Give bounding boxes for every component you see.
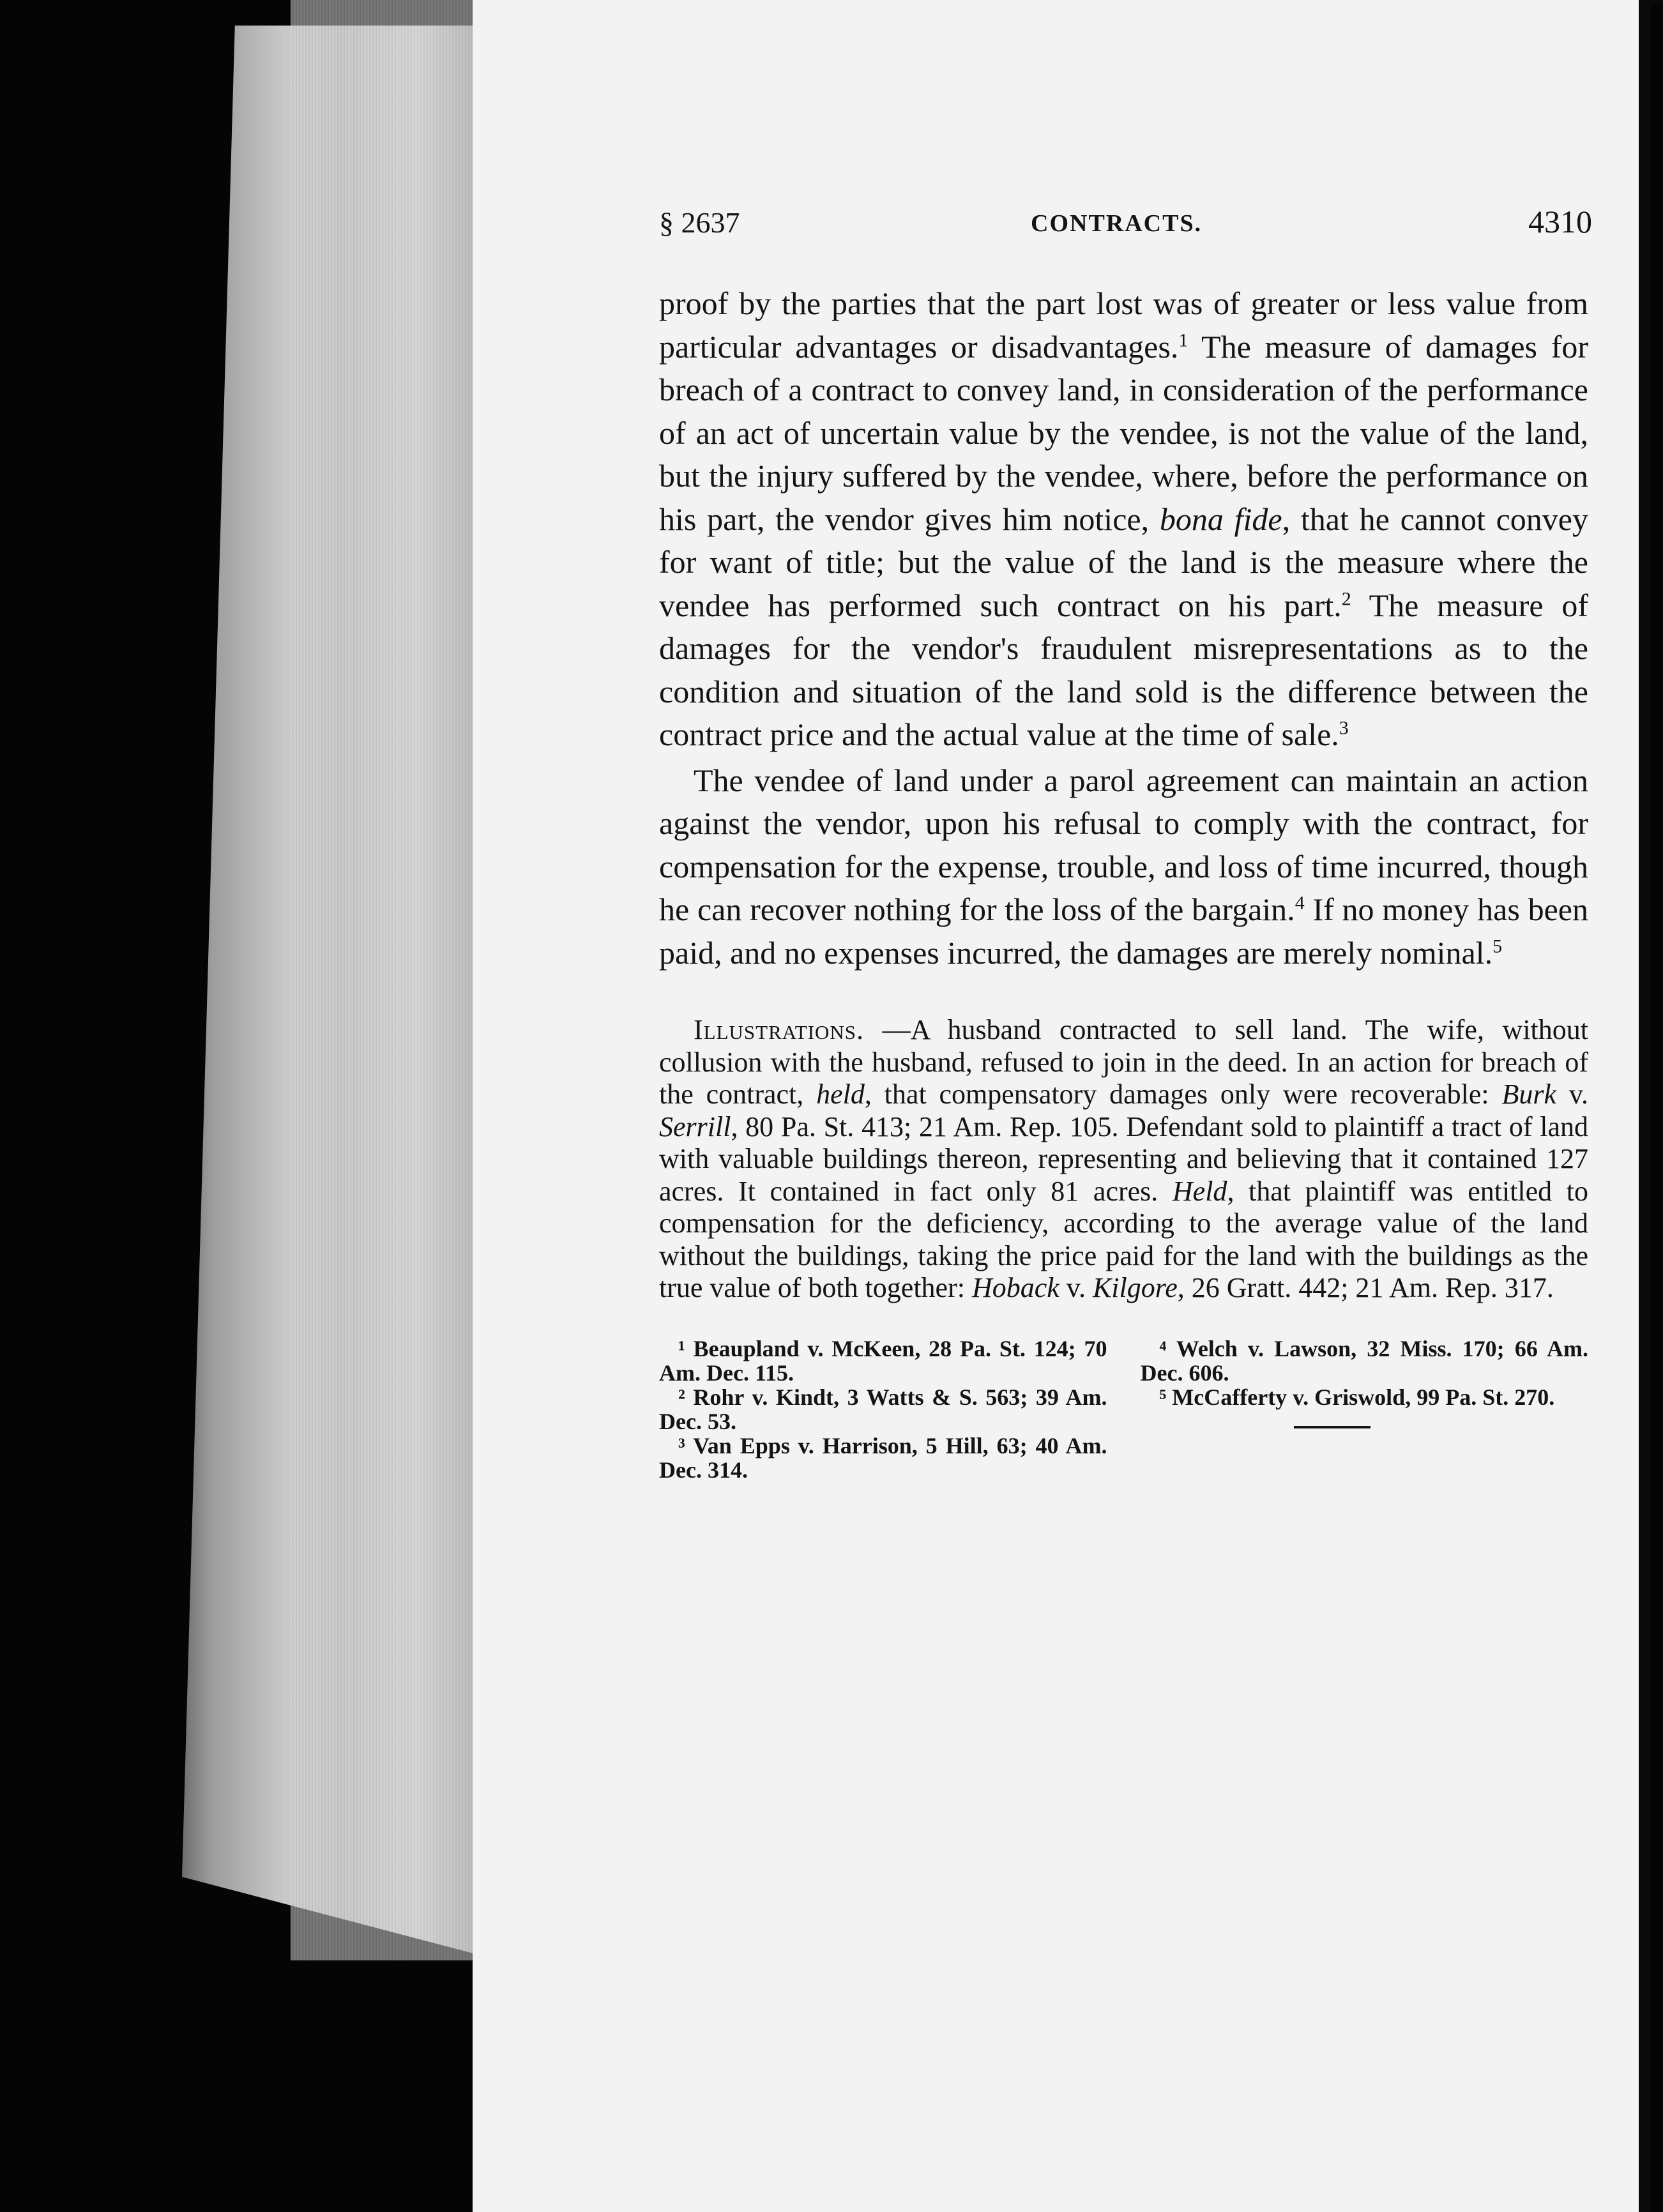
footnote-ref-3: 3 xyxy=(1339,717,1349,739)
footnote-ref-2: 2 xyxy=(1341,587,1351,609)
footnote-1: ¹ Beaupland v. McKeen, 28 Pa. St. 124; 70 Am. Dec. 115. xyxy=(659,1335,1107,1386)
case-name: Serrill xyxy=(659,1110,731,1142)
text-run: , that he cannot convey for want of title; but the value of the land is the measure where the vendee has performed such contract on his part. xyxy=(659,501,1588,623)
text-run: , 26 Gratt. 442; 21 Am. Rep. 317. xyxy=(1177,1272,1554,1303)
text-run: v. xyxy=(1059,1272,1093,1303)
illustrations-paragraph xyxy=(659,1014,1588,1305)
text-run: The measure of damages for breach of a contract to convey land, in consideration of the performance of an act of uncertain value by the vendee, is not the value of the land, but the injury suffered by the vendee, where, before the performance on his part, the vendor gives him notice, xyxy=(659,328,1588,537)
illustrations-label: Illustrations. xyxy=(694,1014,864,1045)
italic-term: bona fide xyxy=(1159,501,1282,537)
body-text xyxy=(659,282,1588,974)
italic-term: held xyxy=(816,1079,865,1110)
text-run: , that compensatory damages only were recoverable: xyxy=(864,1079,1502,1110)
page-content xyxy=(659,192,1592,1483)
book-edge xyxy=(0,0,473,2212)
footnote-ref-5: 5 xyxy=(1492,935,1503,957)
text-run: The vendee of land under a parol agreement can maintain an action against the vendor, upon his refusal to comply with the contract, for compensation for the expense, trouble, and loss of time incurred, though he can recover nothing for the loss of the bargain. xyxy=(659,762,1588,927)
paragraph-1 xyxy=(659,282,1588,757)
footnotes-left-column xyxy=(659,1337,1107,1482)
text-run: , that plaintiff was entitled to compensation for the deficiency, according to the average value of the land without the buildings, taking the price paid for the land with the buildings as the true value of both together: xyxy=(659,1175,1589,1303)
text-run: If no money has been paid, and no expenses incurred, the damages are merely nominal. xyxy=(659,891,1588,971)
section-number: § 2637 xyxy=(659,206,740,239)
footnote-2: ² Rohr v. Kindt, 3 Watts & S. 563; 39 Am. Dec. 53. xyxy=(659,1384,1107,1434)
text-run: The measure of damages for the vendor's fraudulent misrepresentations as to the condition and situation of the land sold is the difference between the contract price and the actual value at the time of sale. xyxy=(659,587,1588,752)
text-run: proof by the parties that the part lost was of greater or less value from particular advantages or disadvantages. xyxy=(659,285,1588,365)
footnotes-right-column xyxy=(1141,1337,1589,1482)
footnote-5: ⁵ McCafferty v. Griswold, 99 Pa. St. 270. xyxy=(1159,1384,1555,1410)
case-name: Kilgore xyxy=(1092,1272,1178,1303)
chapter-title: CONTRACTS. xyxy=(1031,210,1203,237)
footnote-ref-1: 1 xyxy=(1178,329,1188,351)
footnote-3: ³ Van Epps v. Harrison, 5 Hill, 63; 40 Am. Dec. 314. xyxy=(659,1432,1107,1483)
page-number: 4310 xyxy=(1528,204,1592,239)
text-run: , 80 Pa. St. 413; 21 Am. Rep. 105. Defendant sold to plaintiff a tract of land with valuable buildings thereon, representing and believing that it contained 127 acres. It contained in fact only 81 acres. xyxy=(659,1110,1588,1207)
running-head xyxy=(659,192,1592,243)
paragraph-2 xyxy=(659,759,1588,975)
footnotes xyxy=(659,1337,1588,1482)
page-right-border xyxy=(1639,0,1651,2212)
italic-term: Held xyxy=(1172,1175,1227,1207)
case-name: Burk xyxy=(1501,1079,1557,1110)
footnote-ref-4: 4 xyxy=(1295,892,1305,914)
text-run: —A husband contracted to sell land. The wife, without collusion with the husband, refused to join in the deed. In an action for breach of the contract, xyxy=(659,1014,1588,1110)
page-stack xyxy=(291,0,476,1960)
footnote-end-rule xyxy=(1294,1426,1371,1428)
case-name: Hoback xyxy=(971,1272,1059,1303)
footnote-4: ⁴ Welch v. Lawson, 32 Miss. 170; 66 Am. Dec. 606. xyxy=(1140,1335,1588,1386)
text-run: v. xyxy=(1556,1079,1588,1110)
